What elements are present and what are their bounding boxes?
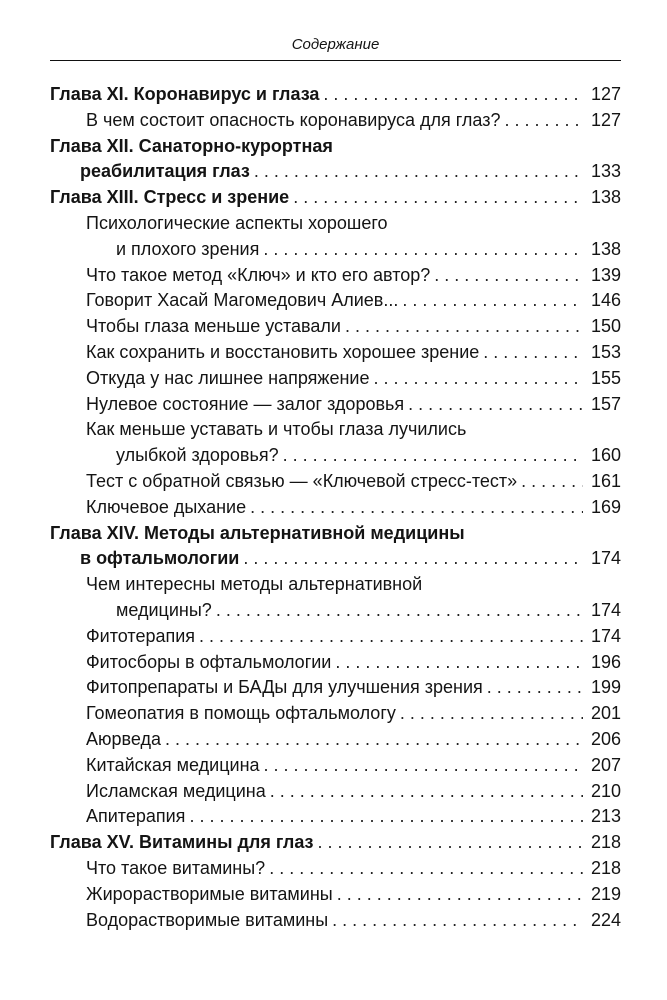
toc-section-entry[interactable] (50, 392, 621, 418)
toc-line (86, 443, 621, 469)
toc-entry-title: Водорастворимые витамины (86, 909, 329, 930)
toc-line (86, 727, 621, 753)
dot-leader (504, 108, 583, 134)
toc-line (86, 675, 621, 701)
toc-line (50, 521, 621, 547)
toc-section-entry[interactable] (50, 779, 621, 805)
toc-line (86, 624, 621, 650)
toc-chapter-entry[interactable] (50, 82, 621, 108)
toc-section-entry[interactable] (50, 263, 621, 289)
toc-line (86, 598, 621, 624)
toc-entry-title: и плохого зрения (116, 238, 260, 259)
toc-entry-title: Жирорастворимые витамины (86, 883, 333, 904)
toc-entry-title: Фитосборы в офтальмологии (86, 651, 332, 672)
dot-leader (254, 159, 583, 185)
toc-chapter-entry[interactable] (50, 185, 621, 211)
toc-line (86, 908, 621, 934)
dot-leader (165, 727, 583, 753)
dot-leader (402, 288, 583, 314)
toc-line (50, 185, 621, 211)
toc-line (86, 882, 621, 908)
toc-line (86, 340, 621, 366)
toc-page-number: 146 (590, 290, 621, 311)
dot-leader (373, 366, 583, 392)
toc-line (50, 546, 621, 572)
toc-entry-title: Чтобы глаза меньше уставали (86, 316, 341, 337)
toc-entry-title: Нулевое состояние — залог здоровья (86, 393, 405, 414)
toc-page-number: 161 (590, 470, 621, 491)
toc-section-entry[interactable] (50, 856, 621, 882)
dot-leader (293, 185, 583, 211)
dot-leader (216, 598, 583, 624)
toc-line (86, 804, 621, 830)
toc-line (50, 134, 621, 160)
toc-line (86, 753, 621, 779)
toc-section-entry[interactable] (50, 701, 621, 727)
toc-entry-title: Как меньше уставать и чтобы глаза лучились (86, 419, 467, 440)
toc-line (86, 314, 621, 340)
toc-page-number: 218 (590, 857, 621, 878)
toc-entry-title: В чем состоит опасность коронавируса для глаз? (86, 109, 501, 130)
toc-line (86, 856, 621, 882)
toc-line (86, 779, 621, 805)
toc-line (86, 108, 621, 134)
toc-page-number: 138 (590, 187, 621, 208)
dot-leader (335, 650, 583, 676)
toc-entry-title: Глава XV. Витамины для глаз (50, 832, 314, 853)
toc-section-entry[interactable] (50, 572, 621, 624)
toc-section-entry[interactable] (50, 804, 621, 830)
toc-line (86, 366, 621, 392)
toc-line (86, 469, 621, 495)
toc-chapter-entry[interactable] (50, 134, 621, 186)
dot-leader (189, 804, 583, 830)
toc-page-number: 207 (590, 754, 621, 775)
toc-entry-title: Глава XI. Коронавирус и глаза (50, 84, 320, 104)
dot-leader (332, 908, 583, 934)
dot-leader (337, 882, 583, 908)
toc-entry-title: Аюрведа (86, 728, 162, 749)
toc-page-number: 127 (590, 84, 621, 104)
toc-entry-title: Что такое метод «Ключ» и кто его автор? (86, 264, 431, 285)
toc-page-number: 157 (590, 393, 621, 414)
toc-page-number: 199 (590, 677, 621, 698)
toc-entry-title: улыбкой здоровья? (116, 445, 279, 466)
toc-entry-title: Китайская медицина (86, 754, 260, 775)
toc-entry-title: Гомеопатия в помощь офтальмологу (86, 703, 396, 724)
toc-section-entry[interactable] (50, 650, 621, 676)
toc-line (50, 159, 621, 185)
toc-section-entry[interactable] (50, 108, 621, 134)
toc-entry-title: Исламская медицина (86, 780, 266, 801)
toc-line (86, 237, 621, 263)
toc-line (86, 392, 621, 418)
toc-entry-title: Чем интересны методы альтернативной (86, 574, 423, 595)
toc-section-entry[interactable] (50, 366, 621, 392)
toc-page-number: 150 (590, 316, 621, 337)
toc-page-number: 127 (590, 109, 621, 130)
toc-page-number: 174 (590, 625, 621, 646)
toc-page-number: 153 (590, 341, 621, 362)
table-of-contents (50, 82, 621, 933)
toc-line (86, 650, 621, 676)
toc-page-number: 201 (590, 703, 621, 724)
toc-section-entry[interactable] (50, 340, 621, 366)
toc-page-number: 206 (590, 728, 621, 749)
toc-page-number: 219 (590, 883, 621, 904)
toc-page-number: 174 (590, 548, 621, 569)
toc-entry-title: реабилитация глаз (80, 161, 250, 182)
dot-leader (283, 443, 583, 469)
toc-entry-title: Что такое витамины? (86, 857, 266, 878)
toc-chapter-entry[interactable] (50, 521, 621, 573)
toc-page-number: 138 (590, 238, 621, 259)
toc-entry-title: Фитотерапия (86, 625, 196, 646)
dot-leader (434, 263, 583, 289)
dot-leader (521, 469, 583, 495)
toc-line (86, 211, 621, 237)
toc-page-number: 139 (590, 264, 621, 285)
toc-entry-title: Глава XIV. Методы альтернативной медицины (50, 522, 465, 543)
toc-section-entry[interactable] (50, 882, 621, 908)
dot-leader (199, 624, 583, 650)
toc-line (50, 830, 621, 856)
header-rule (50, 60, 621, 61)
toc-line (86, 701, 621, 727)
toc-page-number: 218 (590, 832, 621, 853)
toc-section-entry[interactable] (50, 495, 621, 521)
toc-page-number: 174 (590, 599, 621, 620)
dot-leader (250, 495, 583, 521)
toc-entry-title: Психологические аспекты хорошего (86, 212, 388, 233)
toc-line (86, 572, 621, 598)
toc-page-number: 160 (590, 445, 621, 466)
dot-leader (264, 753, 583, 779)
toc-page-number: 210 (590, 780, 621, 801)
toc-chapter-entry[interactable] (50, 830, 621, 856)
toc-section-entry[interactable] (50, 469, 621, 495)
toc-section-entry[interactable] (50, 624, 621, 650)
toc-entry-title: медицины? (116, 599, 212, 620)
dot-leader (318, 830, 584, 856)
toc-entry-title: в офтальмологии (80, 548, 240, 569)
toc-entry-title: Глава XII. Санаторно-курортная (50, 135, 333, 156)
toc-section-entry[interactable] (50, 675, 621, 701)
toc-entry-title: Как сохранить и восстановить хорошее зрение (86, 341, 480, 362)
dot-leader (408, 392, 583, 418)
dot-leader (487, 675, 583, 701)
toc-page-number: 224 (590, 909, 621, 930)
dot-leader (263, 237, 583, 263)
dot-leader (269, 856, 583, 882)
toc-section-entry[interactable] (50, 314, 621, 340)
toc-page-number: 213 (590, 806, 621, 827)
toc-entry-title: Говорит Хасай Магомедович Алиев... (86, 290, 399, 311)
toc-entry-title: Откуда у нас лишнее напряжение (86, 367, 370, 388)
dot-leader (243, 546, 583, 572)
dot-leader (400, 701, 583, 727)
dot-leader (270, 779, 583, 805)
toc-line (50, 82, 621, 108)
toc-page-number: 133 (590, 161, 621, 182)
toc-page-number: 196 (590, 651, 621, 672)
dot-leader (483, 340, 583, 366)
dot-leader (323, 82, 583, 108)
toc-entry-title: Апитерапия (86, 806, 186, 827)
toc-section-entry[interactable] (50, 417, 621, 469)
toc-section-entry[interactable] (50, 288, 621, 314)
toc-line (86, 495, 621, 521)
toc-section-entry[interactable] (50, 908, 621, 934)
toc-section-entry[interactable] (50, 727, 621, 753)
running-head-title: Содержание (291, 36, 380, 53)
toc-entry-title: Фитопрепараты и БАДы для улучшения зрения (86, 677, 483, 698)
toc-entry-title: Ключевое дыхание (86, 496, 247, 517)
toc-line (86, 417, 621, 443)
toc-line (86, 288, 621, 314)
toc-page-number: 169 (590, 496, 621, 517)
toc-entry-title: Глава XIII. Стресс и зрение (50, 187, 290, 208)
toc-section-entry[interactable] (50, 211, 621, 263)
toc-entry-title: Тест с обратной связью — «Ключевой стресс-тест» (86, 470, 518, 491)
toc-line (86, 263, 621, 289)
toc-section-entry[interactable] (50, 753, 621, 779)
toc-page-number: 155 (590, 367, 621, 388)
dot-leader (345, 314, 583, 340)
